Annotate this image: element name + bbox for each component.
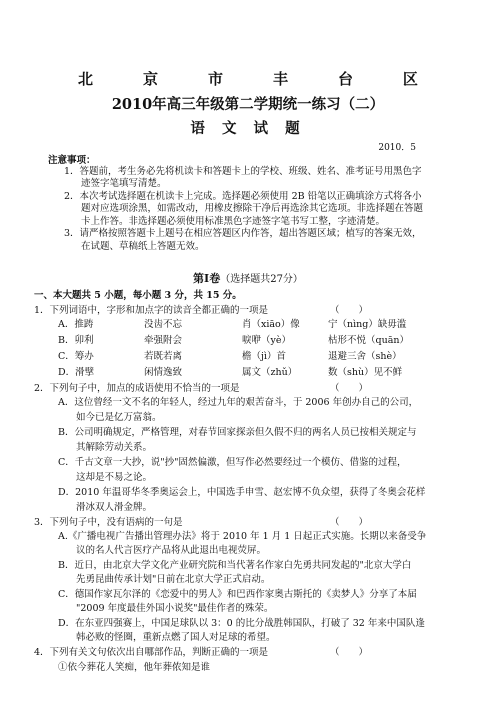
option-line: 滑冰双人滑金牌。	[76, 502, 153, 513]
option-line: 如今已是亿万富翁。	[76, 412, 162, 423]
option-line: D．2010 年温哥华冬季奥运会上，中国选手申雪、赵宏博不负众望，获得了冬奥会花样	[58, 487, 426, 498]
answer-blank: （ ）	[330, 383, 369, 394]
district-char: 京	[142, 70, 158, 88]
notice-line: 迹签字笔填写清楚。	[81, 178, 167, 189]
option-line: B．近日，由北京大学文化产业研究院和当代著名作家白先勇共同发起的"北京大学白	[58, 560, 412, 571]
option-line: A.《广播电视广告播出管理办法》将于 2010 年 1 月 1 日起正式实施。长期以来备受争	[58, 531, 427, 542]
option-line: C．千古文章一大抄，说"抄"固然偏激，但写作必然要经过一个模仿、借鉴的过程，	[58, 457, 407, 468]
notice-line: 题对应选项涂黑，如需改动，用橡皮擦除干净后再选涂其它选项。非选择题在答题	[81, 203, 424, 214]
notice-heading: 注意事项：	[48, 155, 96, 166]
option-word: 檐（jì）首	[242, 351, 286, 362]
option-label: B．卯利	[58, 335, 94, 346]
option-word: 退避三舍（shè）	[328, 351, 402, 362]
district-char: 区	[402, 70, 418, 88]
option-line: 议的名人代言医疗产品将从此退出电视荧屏。	[76, 545, 267, 556]
part-title: 第Ⅰ卷	[193, 272, 221, 285]
notice-line: 卡上作答。非选择题必须使用标准黑色字迹签字笔书写工整，字迹清楚。	[81, 216, 386, 227]
exam-date: 2010．5	[378, 143, 416, 153]
option-word: 牵强附会	[144, 335, 183, 346]
option-line: A．这位曾经一文不名的年轻人，经过九年的艰苦奋斗，于 2006 年创办自己的公司，	[58, 397, 419, 408]
option-line: 这却是不易之论。	[76, 472, 153, 483]
option-word: 唳咿（yè）	[242, 335, 291, 346]
notice-line: 1．答题前，考生务必先将机读卡和答题卡上的学校、班级、姓名、准考证号用黑色字	[64, 166, 422, 177]
option-label: A．推踌	[58, 319, 94, 330]
section-heading: 一、本大题共 5 小题，每小题 3 分，共 15 分。	[34, 290, 242, 301]
option-word: 没齿不忘	[144, 319, 183, 330]
district-heading	[78, 68, 418, 89]
option-word: 属文（zhǔ）	[242, 367, 298, 378]
option-label: D．滑擘	[58, 367, 95, 378]
option-line: "2009 年度最佳外国小说奖"最佳作者的殊荣。	[76, 603, 274, 614]
option-word: 枯形不悦（quān）	[328, 335, 409, 346]
option-word: 肖（xiāo）像	[242, 319, 300, 330]
answer-blank: （ ）	[330, 517, 369, 528]
option-word: 数（shù）见不鲜	[328, 367, 403, 378]
question-stem: 1．下列词语中，字形和加点字的读音全都正确的一项是	[34, 305, 269, 316]
part-note: （选择题共27分）	[220, 274, 303, 285]
option-row	[58, 319, 478, 331]
option-row	[58, 367, 478, 379]
question-stem: 2．下列句子中，加点的成语使用不恰当的一项是	[34, 383, 240, 394]
question-stem: 3．下列句子中，没有语病的一句是	[34, 517, 183, 528]
part-heading	[0, 270, 496, 286]
answer-blank: （ ）	[330, 305, 369, 316]
option-word: 闲情逸致	[144, 367, 183, 378]
district-char: 丰	[272, 70, 288, 88]
question-stem: 4．下列有关文句依次出自哪部作品，判断正确的一项是	[34, 647, 269, 658]
exam-subject: 语 文 试 题	[190, 120, 306, 137]
district-char: 北	[78, 70, 94, 88]
district-char: 市	[207, 70, 223, 88]
district-char: 台	[337, 70, 353, 88]
option-line: ①依今葬花人笑痴，他年葬侬知是谁	[58, 662, 211, 673]
exam-title: 2010年高三年级第二学期统一练习（二）	[111, 96, 385, 113]
option-row	[58, 351, 478, 363]
option-line: 韩必败的怪圈，重新点燃了国人对足球的希望。	[76, 632, 276, 643]
notice-line: 2．本次考试选择题在机读卡上完成。选择题必须使用 2B 铅笔以正确填涂方式将各小	[64, 191, 422, 202]
option-word: 若既若离	[144, 351, 183, 362]
notice-line: 在试题、草稿纸上答题无效。	[81, 241, 205, 252]
option-line: D．在东亚四强赛上，中国足球队以 3：0 的比分战胜韩国队，打破了 32 年来中国队逢	[58, 618, 425, 629]
option-line: C．德国作家瓦尔泽的《恋爱中的男人》和巴西作家奥古斯托的《卖梦人》分享了本届	[58, 589, 417, 600]
option-row	[58, 335, 478, 347]
option-line: 其解除劳动关系。	[76, 442, 153, 453]
option-word: 宁（nìng）缺毋滥	[328, 319, 407, 330]
answer-blank: （ ）	[330, 647, 369, 658]
option-label: C．筹办	[58, 351, 94, 362]
option-line: B．公司明确规定，严格管理，对春节回家探亲但久假不归的两名人员已按相关规定与	[58, 427, 417, 438]
option-line: 先勇昆曲传承计划"日前在北京大学正式启动。	[76, 574, 271, 585]
notice-line: 3．请严格按照答题卡上题号在相应答题区内作答，超出答题区域；植写的答案无效，	[64, 228, 422, 239]
